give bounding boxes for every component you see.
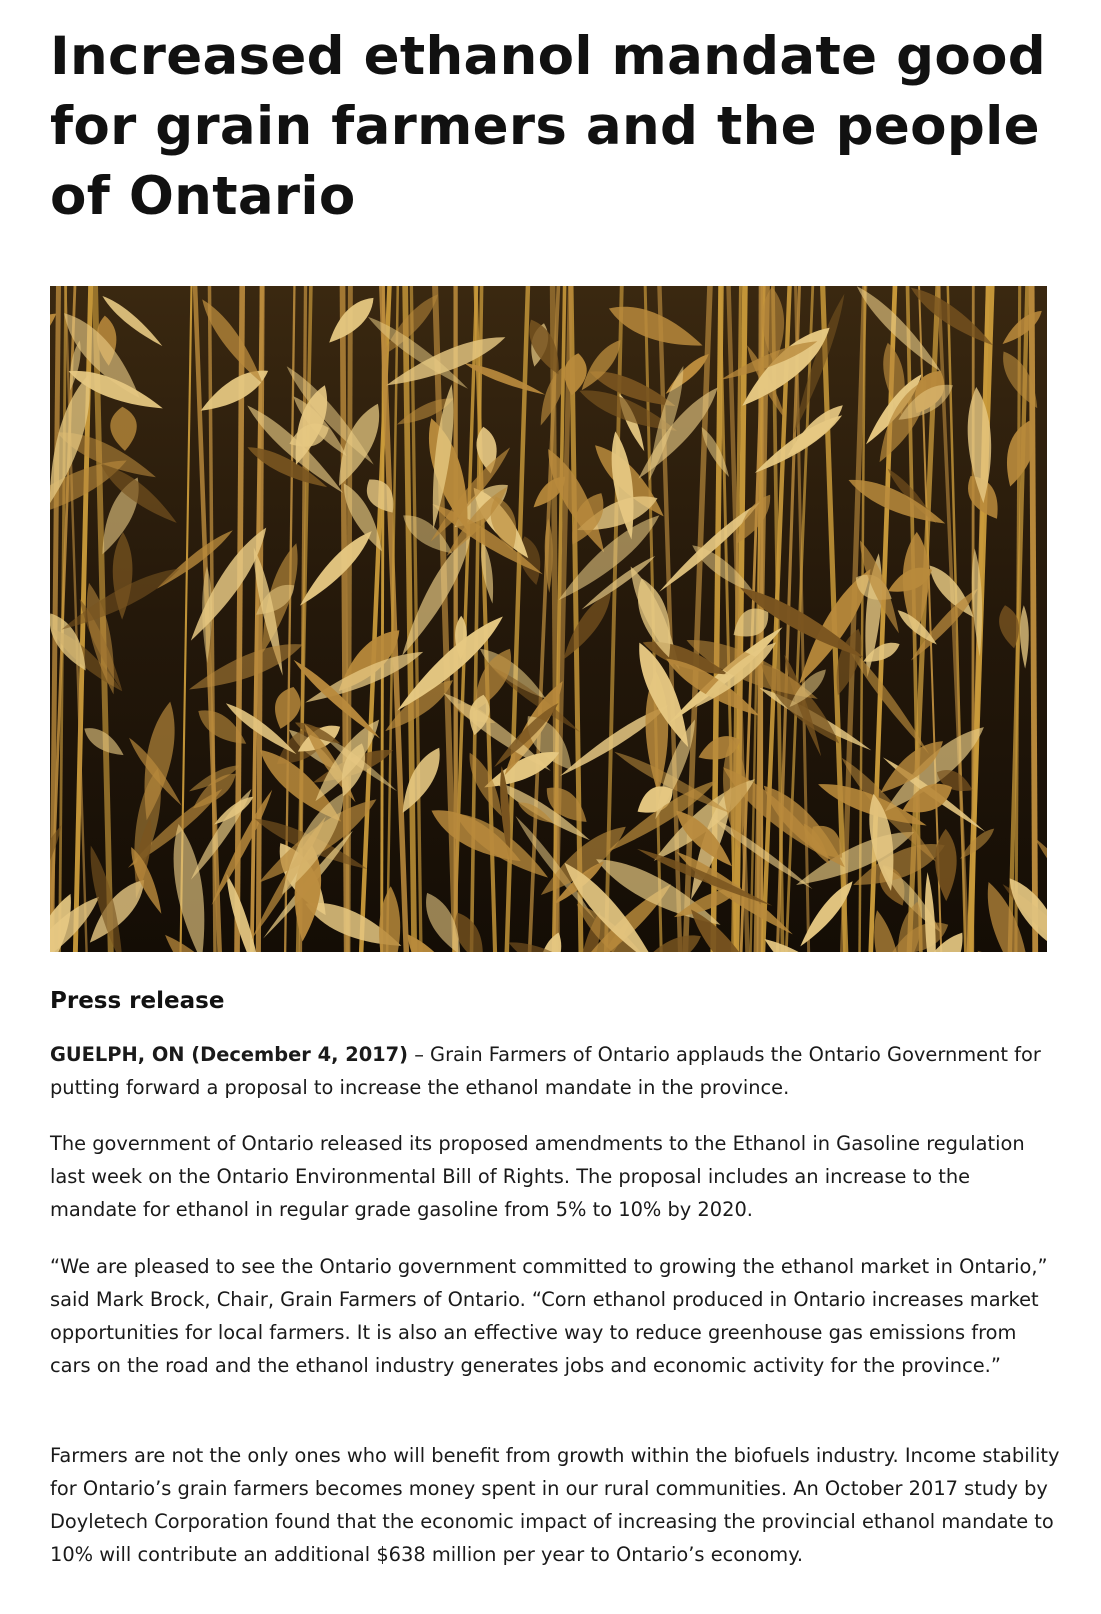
paragraph-3: “We are pleased to see the Ontario government committed to growing the ethanol market in Ontario,” said Mark Brock, Chair, Grain Farmers of Ontario. “Corn ethanol produced in Ontario increases market opportunities for local farmers. It is also an effective way to reduce greenhouse gas emissions from cars on the road and the ethanol industry generates jobs and economic activity for the province.” [50,1255,1048,1377]
dateline: GUELPH, ON (December 4, 2017) [50,1043,409,1066]
article-title: Increased ethanol mandate good for grain farmers and the people of Ontario [50,26,1046,227]
paragraph-1 [50,1038,1060,1104]
paragraph-4: Farmers are not the only ones who will benefit from growth within the biofuels industry. Income stability for Ontario’s grain farmers becomes money spent in our rural communities. An October 2017 study by Doyletech Corporation found that the economic impact of increasing the provincial ethanol mandate to 10% will contribute an additional $638 million per year to Ontario’s economy. [50,1444,1060,1566]
paragraph-2: The government of Ontario released its proposed amendments to the Ethanol in Gasoline regulation last week on the Ontario Environmental Bill of Rights. The proposal includes an increase to the mandate for ethanol in regular grade gasoline from 5% to 10% by 2020. [50,1132,1025,1221]
press-release-label: Press release [50,988,225,1014]
corn-field-photo [50,286,1047,952]
paragraph-1-text: – Grain Farmers of Ontario applauds the Ontario Government for putting forward a proposal to increase the ethanol mandate in the province. [50,1043,1041,1099]
